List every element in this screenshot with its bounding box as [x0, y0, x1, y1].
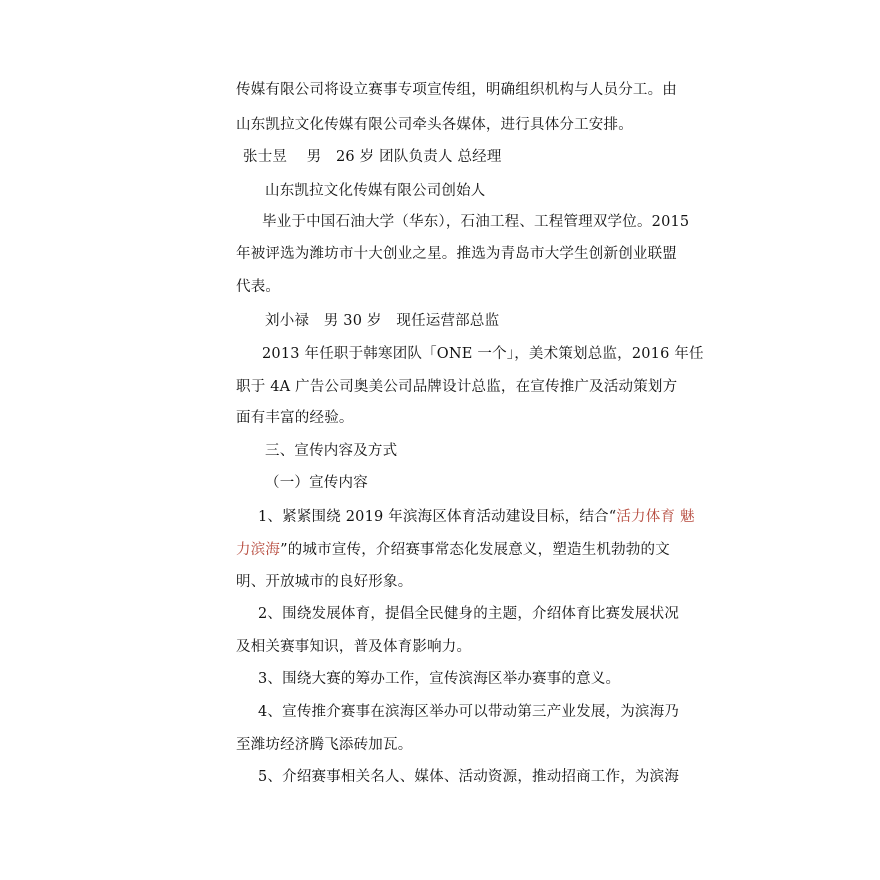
list-item-4: 4、宣传推介赛事在滨海区举办可以带动第三产业发展，为滨海乃 [258, 704, 680, 720]
member-zhang-heading: 张士昱 男 26 岁 团队负责人 总经理 [243, 149, 502, 165]
paragraph-line: 面有丰富的经验。 [236, 410, 354, 426]
list-item-1-line-1 [258, 507, 695, 527]
paragraph-line: 毕业于中国石油大学（华东），石油工程、工程管理双学位。2015 [262, 214, 690, 230]
section-heading: 三、宣传内容及方式 [265, 443, 398, 459]
list-item-3: 3、围绕大赛的筹办工作，宣传滨海区举办赛事的意义。 [258, 671, 621, 687]
paragraph-line: 及相关赛事知识，普及体育影响力。 [236, 639, 472, 655]
paragraph-line: 年被评选为潍坊市十大创业之星。推选为青岛市大学生创新创业联盟 [236, 246, 677, 262]
list-item-1-rest: ”的城市宣传，介绍赛事常态化发展意义，塑造生机勃勃的文 [280, 542, 670, 558]
paragraph-line: 代表。 [236, 279, 281, 295]
paragraph-line: 传媒有限公司将设立赛事专项宣传组，明确组织机构与人员分工。由 [236, 82, 677, 98]
member-zhang-title: 山东凯拉文化传媒有限公司创始人 [265, 183, 486, 199]
paragraph-line: 明、开放城市的良好形象。 [236, 574, 413, 590]
paragraph-line: 2013 年任职于韩寒团队「ONE 一个」，美术策划总监，2016 年任 [262, 346, 704, 362]
list-item-1-prefix: 1、紧紧围绕 2019 年滨海区体育活动建设目标，结合“ [258, 509, 617, 525]
paragraph-line: 山东凯拉文化传媒有限公司牵头各媒体，进行具体分工安排。 [236, 117, 633, 133]
list-item-5: 5、介绍赛事相关名人、媒体、活动资源，推动招商工作，为滨海 [258, 769, 680, 785]
highlight-slogan-continued: 力滨海 [236, 542, 281, 558]
subsection-heading: （一）宣传内容 [265, 475, 368, 491]
highlight-slogan: 活力体育 魅 [616, 509, 695, 525]
list-item-2: 2、围绕发展体育，提倡全民健身的主题，介绍体育比赛发展状况 [258, 606, 680, 622]
list-item-1-line-2 [236, 540, 670, 560]
paragraph-line: 职于 4A 广告公司奥美公司品牌设计总监，在宣传推广及活动策划方 [236, 379, 678, 395]
member-liu-heading: 刘小禄 男 30 岁 现任运营部总监 [265, 313, 500, 329]
paragraph-line: 至潍坊经济腾飞添砖加瓦。 [236, 737, 413, 753]
